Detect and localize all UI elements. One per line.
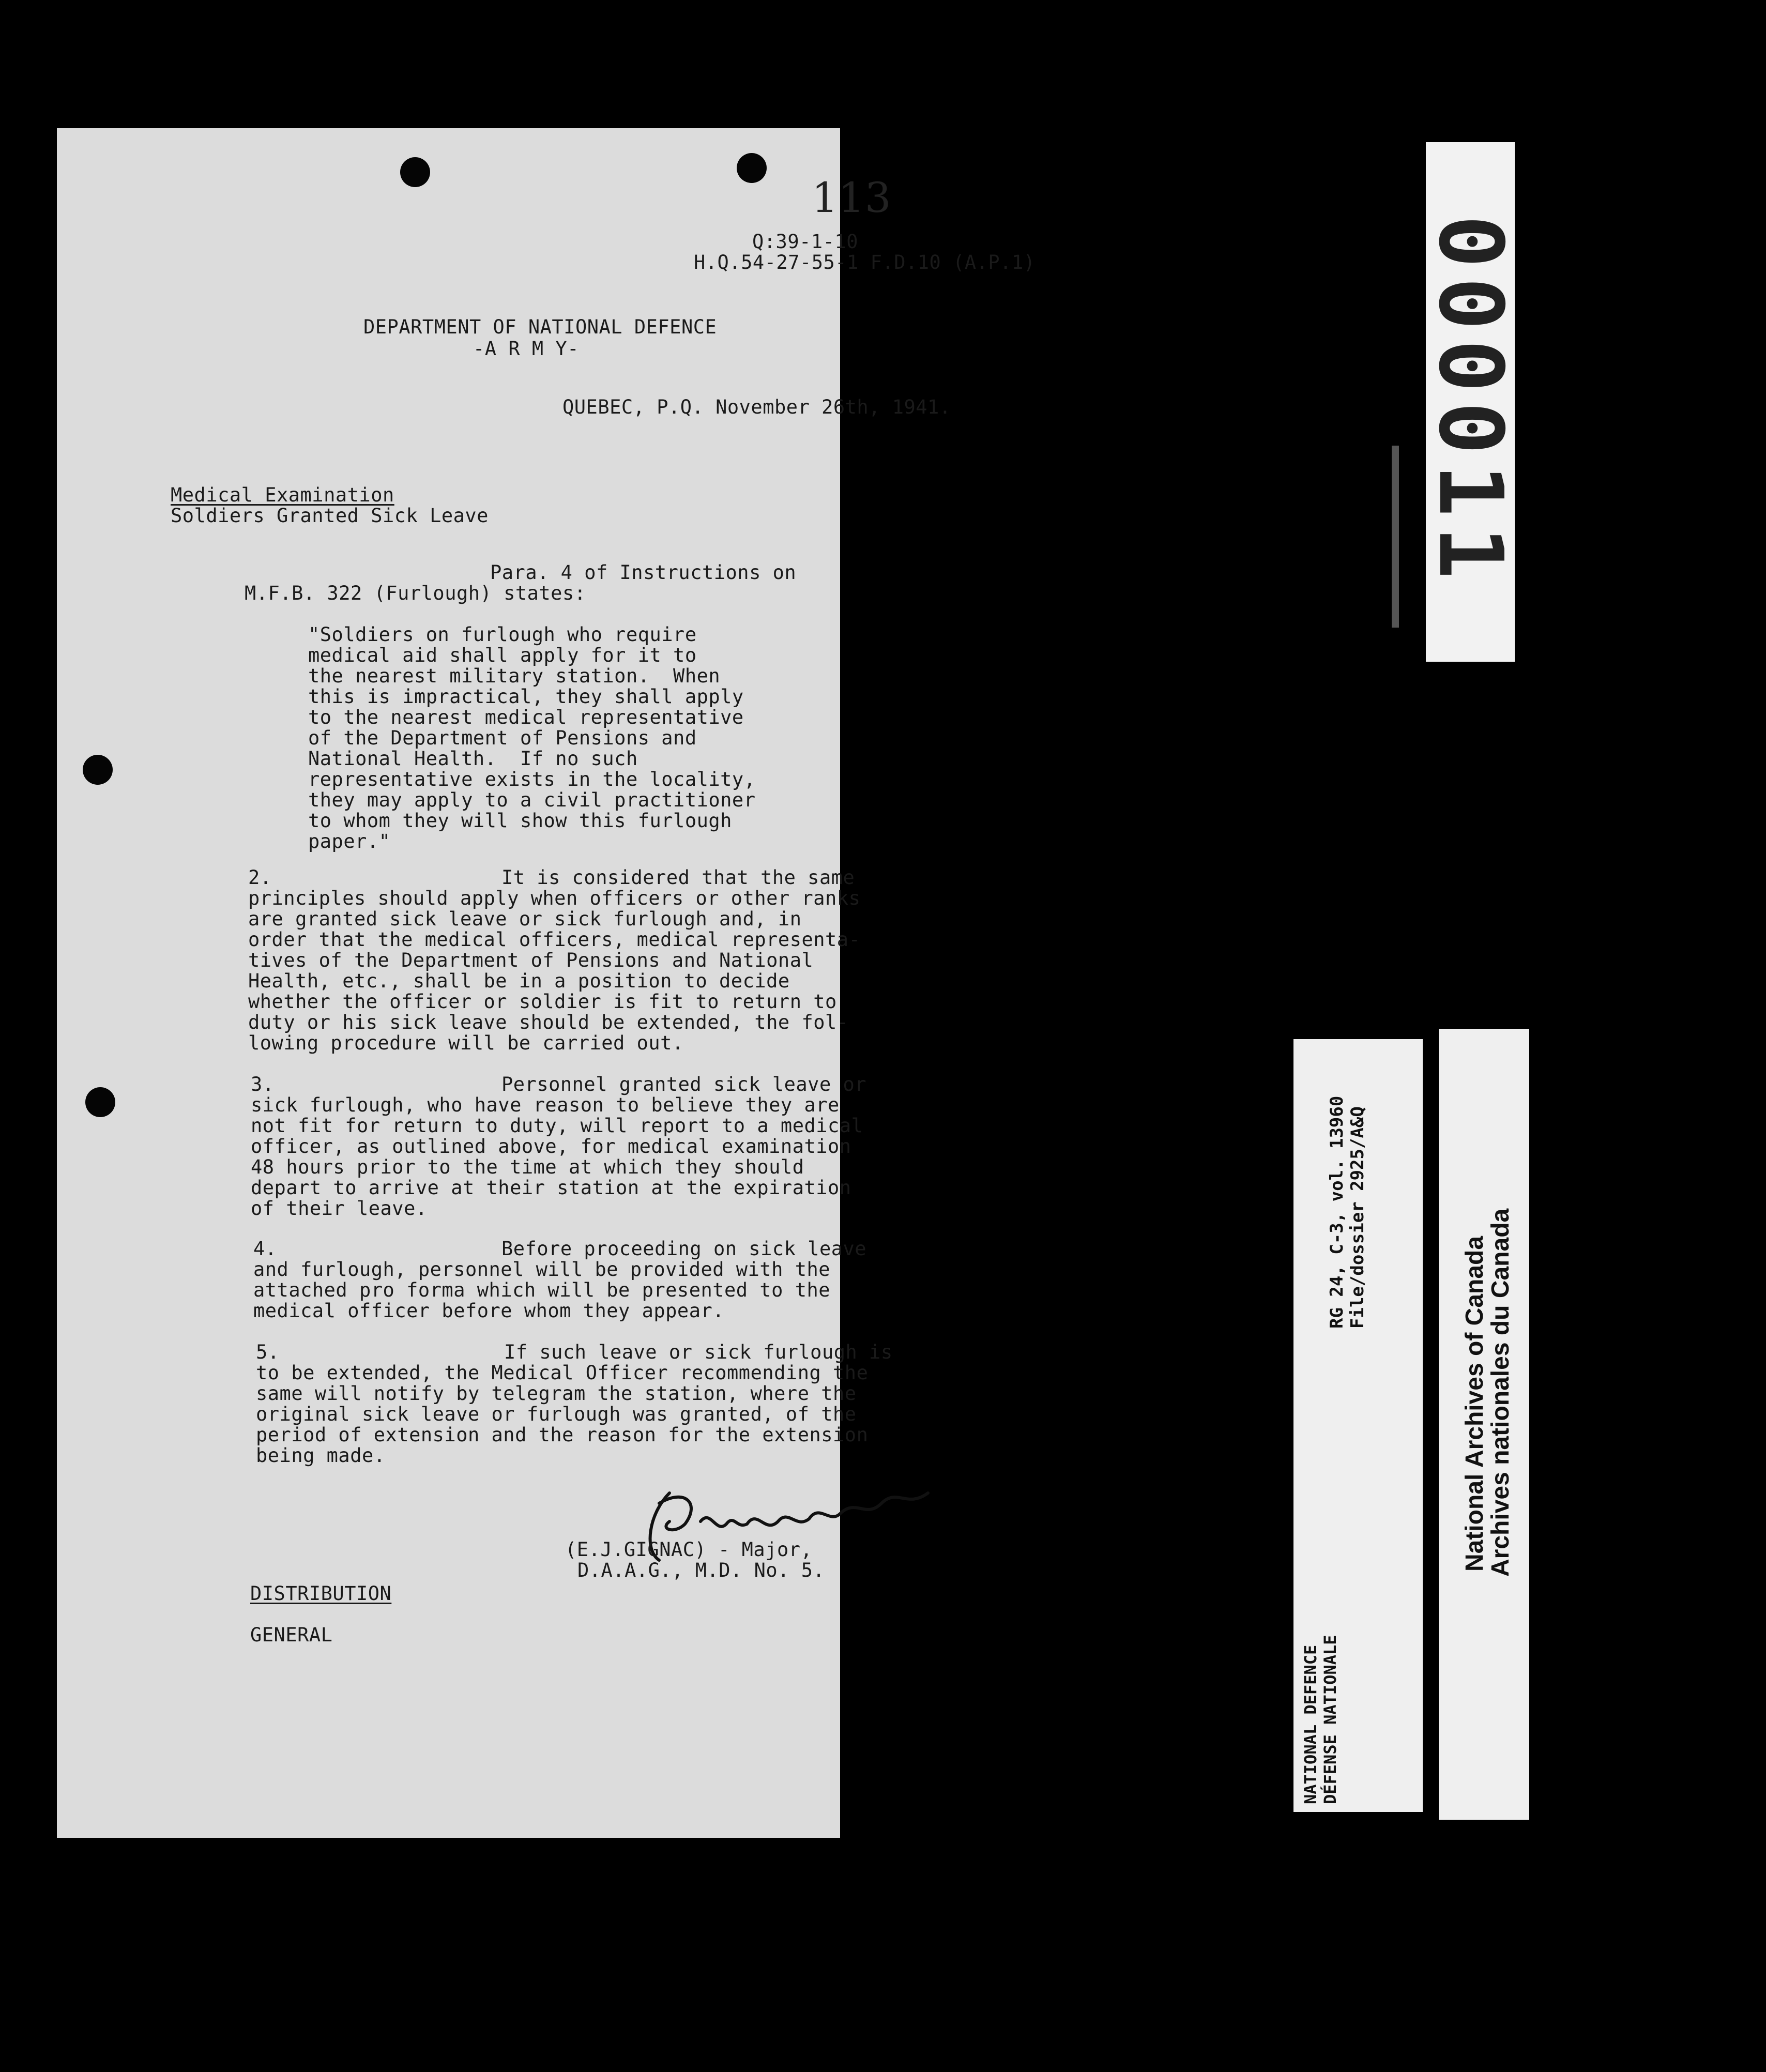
paragraph-line: Before proceeding on sick leave <box>501 1238 867 1260</box>
quote-line: of the Department of Pensions and <box>308 727 697 749</box>
film-edge-mark <box>1392 446 1399 628</box>
paragraph-line: whether the officer or soldier is fit to return to <box>248 991 837 1013</box>
paragraph-4 <box>253 1239 866 1321</box>
quote-line: "Soldiers on furlough who require <box>308 623 697 646</box>
archives-name-fr: Archives nationales du Canada <box>1487 1208 1514 1577</box>
punch-hole <box>737 153 767 183</box>
paragraph-line: to be extended, the Medical Officer recommending the <box>256 1362 869 1384</box>
paragraph-5 <box>256 1342 893 1466</box>
quote-line: medical aid shall apply for it to <box>308 644 697 666</box>
paragraph-line: It is considered that the same <box>501 866 855 889</box>
paragraph-line: and furlough, personnel will be provided with the <box>253 1258 831 1281</box>
paragraph-line: same will notify by telegram the station, where the <box>256 1382 857 1405</box>
paragraph-line: original sick leave or furlough was granted, of the <box>256 1403 857 1425</box>
punch-hole <box>85 1087 115 1117</box>
army-header: -A R M Y- <box>473 338 579 360</box>
punch-hole <box>83 755 113 785</box>
place-date-line: QUEBEC, P.Q. November 26th, 1941. <box>562 396 951 418</box>
para1-intro-line-1: Para. 4 of Instructions on <box>490 561 797 584</box>
paragraph-line: tives of the Department of Pensions and National <box>248 949 814 971</box>
department-header: DEPARTMENT OF NATIONAL DEFENCE <box>363 316 717 338</box>
subject-line-1: Medical Examination <box>171 484 394 506</box>
file-reference-2: H.Q.54-27-55-1 F.D.10 (A.P.1) <box>694 251 1036 273</box>
punch-hole <box>400 157 430 187</box>
quote-line: the nearest military station. When <box>308 665 721 687</box>
quote-line: to the nearest medical representative <box>308 706 744 728</box>
distribution-value: GENERAL <box>250 1624 333 1646</box>
paragraph-line: Health, etc., shall be in a position to decide <box>248 970 790 992</box>
frame-number: 000011 <box>1419 215 1521 589</box>
paragraph-line: period of extension and the reason for the extension <box>256 1424 869 1446</box>
quoted-instruction <box>308 624 755 852</box>
paragraph-2 <box>248 867 860 1054</box>
file-dossier-reference: File/dossier 2925/A&Q <box>1347 1106 1368 1329</box>
document-page <box>57 128 1036 1838</box>
quote-line: representative exists in the locality, <box>308 768 756 790</box>
paragraph-line: duty or his sick leave should be extended, the fol- <box>248 1011 849 1033</box>
paragraph-line: are granted sick leave or sick furlough and, in <box>248 908 802 930</box>
paragraph-line: 48 hours prior to the time at which they should <box>251 1156 804 1178</box>
paragraph-number: 4. <box>253 1238 277 1260</box>
quote-line: National Health. If no such <box>308 748 638 770</box>
paragraph-3 <box>251 1074 866 1219</box>
agency-name-en: NATIONAL DEFENCE <box>1301 1644 1320 1804</box>
paragraph-line: If such leave or sick furlough is <box>504 1341 893 1363</box>
defence-label-strip <box>1293 1039 1423 1812</box>
paragraph-line: not fit for return to duty, will report to a medical <box>251 1115 863 1137</box>
record-group-reference: RG 24, C-3, vol. 13960 <box>1327 1095 1347 1329</box>
quote-line: paper." <box>308 830 391 852</box>
file-reference-1: Q:39-1-10 <box>752 231 858 253</box>
paragraph-line: officer, as outlined above, for medical examination <box>251 1135 851 1157</box>
paragraph-number: 5. <box>256 1341 280 1363</box>
paragraph-line: medical officer before whom they appear. <box>253 1300 725 1322</box>
paragraph-line: order that the medical officers, medical representa- <box>248 928 861 951</box>
paragraph-number: 3. <box>251 1073 275 1095</box>
paragraph-line: of their leave. <box>251 1197 428 1220</box>
quote-line: this is impractical, they shall apply <box>308 685 744 708</box>
frame-number-strip <box>1419 142 1521 662</box>
agency-name-fr: DÉFENSE NATIONALE <box>1320 1635 1340 1804</box>
para1-intro-line-2: M.F.B. 322 (Furlough) states: <box>245 582 586 604</box>
quote-line: to whom they will show this furlough <box>308 810 732 832</box>
archives-name-en: National Archives of Canada <box>1461 1236 1488 1572</box>
archives-label-strip <box>1439 1029 1529 1820</box>
distribution-heading: DISTRIBUTION <box>250 1582 392 1605</box>
paragraph-number: 2. <box>248 866 272 889</box>
paragraph-line: principles should apply when officers or other ranks <box>248 887 861 909</box>
paragraph-line: being made. <box>256 1444 386 1467</box>
paragraph-line: sick furlough, who have reason to believe they are <box>251 1094 840 1116</box>
subject-line-2: Soldiers Granted Sick Leave <box>171 505 489 527</box>
signatory-title: D.A.A.G., M.D. No. 5. <box>577 1559 825 1581</box>
paragraph-line: Personnel granted sick leave or <box>501 1073 867 1095</box>
paragraph-line: lowing procedure will be carried out. <box>248 1032 684 1054</box>
quote-line: they may apply to a civil practitioner <box>308 789 756 811</box>
signatory-name: (E.J.GIGNAC) - Major, <box>565 1538 813 1561</box>
handwritten-page-number: 113 <box>812 174 892 222</box>
paragraph-line: depart to arrive at their station at the expiration <box>251 1177 851 1199</box>
paragraph-line: attached pro forma which will be presented to the <box>253 1279 831 1301</box>
